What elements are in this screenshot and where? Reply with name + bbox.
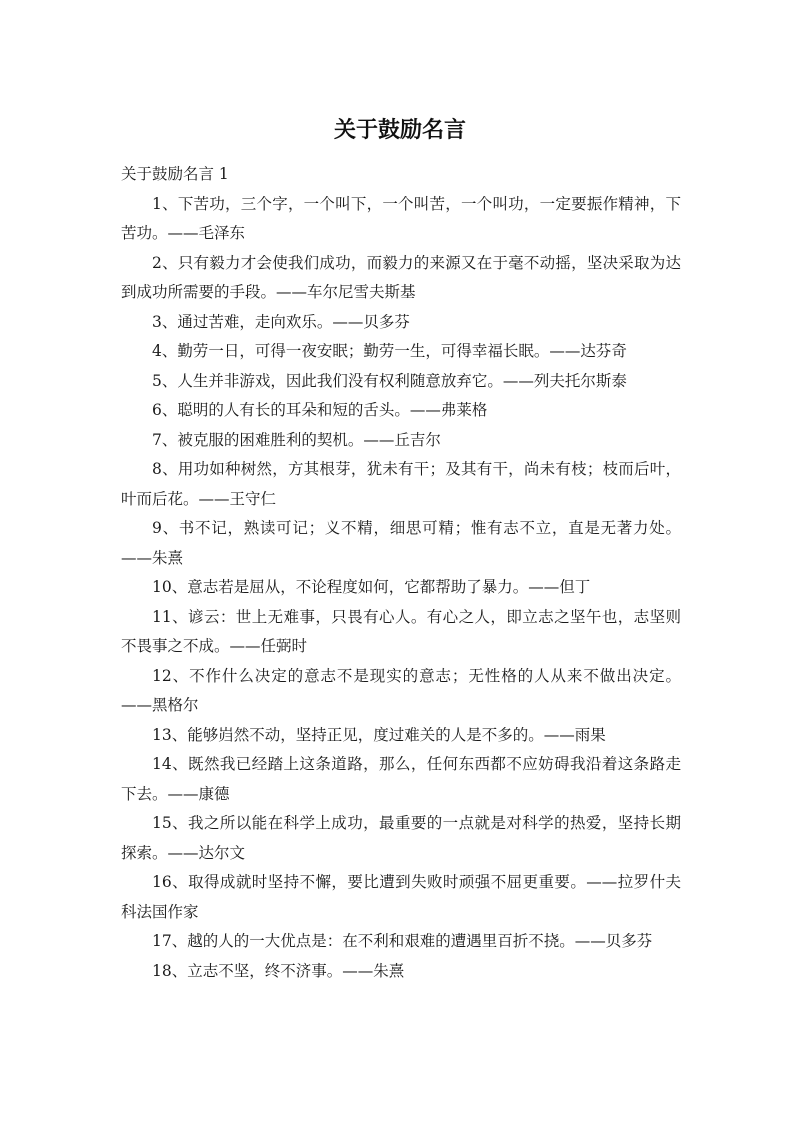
- quote-item-5: 5、人生并非游戏，因此我们没有权利随意放弃它。——列夫托尔斯泰: [152, 371, 627, 390]
- quote-item-7: 7、被克服的困难胜利的契机。——丘吉尔: [152, 430, 441, 449]
- quote-item-15: 15、我之所以能在科学上成功，最重要的一点就是对科学的热爱，坚持长期探索。——达尔文: [121, 814, 681, 862]
- quote-item-3: 3、通过苦难，走向欢乐。——贝多芬: [152, 312, 410, 331]
- quote-item-8: 8、用功如种树然，方其根芽，犹未有干；及其有干，尚未有枝；枝而后叶，叶而后花。——王守仁: [121, 460, 681, 508]
- quote-item-17: 17、越的人的一大优点是：在不利和艰难的遭遇里百折不挠。——贝多芬: [152, 932, 653, 950]
- quote-item-9: 9、书不记，熟读可记；义不精，细思可精；惟有志不立，直是无著力处。——朱熹: [121, 519, 681, 567]
- quote-item-16: 16、取得成就时坚持不懈，要比遭到失败时顽强不屈更重要。——拉罗什夫科法国作家: [121, 873, 681, 921]
- quote-item-10: 10、意志若是屈从，不论程度如何，它都帮助了暴力。——但丁: [152, 578, 591, 596]
- quote-item-4: 4、勤劳一日，可得一夜安眠；勤劳一生，可得幸福长眠。——达芬奇: [152, 342, 627, 360]
- quote-item-18: 18、立志不坚，终不济事。——朱熹: [152, 961, 405, 980]
- quote-item-12: 12、不作什么决定的意志不是现实的意志；无性格的人从来不做出决定。——黑格尔: [121, 666, 681, 714]
- quote-item-11: 11、谚云：世上无难事，只畏有心人。有心之人，即立志之坚午也，志坚则不畏事之不成。——任弼时: [121, 607, 681, 655]
- section-heading: 关于鼓励名言 1: [121, 165, 229, 183]
- quote-item-6: 6、聪明的人有长的耳朵和短的舌头。——弗莱格: [152, 401, 488, 419]
- page-title: 关于鼓励名言: [333, 118, 466, 143]
- document-body: [121, 160, 681, 986]
- quote-item-1: 1、下苦功，三个字，一个叫下，一个叫苦，一个叫功，一定要振作精神，下苦功。——毛泽东: [121, 194, 681, 242]
- quote-item-14: 14、既然我已经踏上这条道路，那么，任何东西都不应妨碍我沿着这条路走下去。——康德: [121, 755, 681, 803]
- quote-item-2: 2、只有毅力才会使我们成功，而毅力的来源又在于毫不动摇，坚决采取为达到成功所需要的手段。——车尔尼雪夫斯基: [121, 253, 681, 301]
- quote-item-13: 13、能够岿然不动，坚持正见，度过难关的人是不多的。——雨果: [152, 725, 606, 744]
